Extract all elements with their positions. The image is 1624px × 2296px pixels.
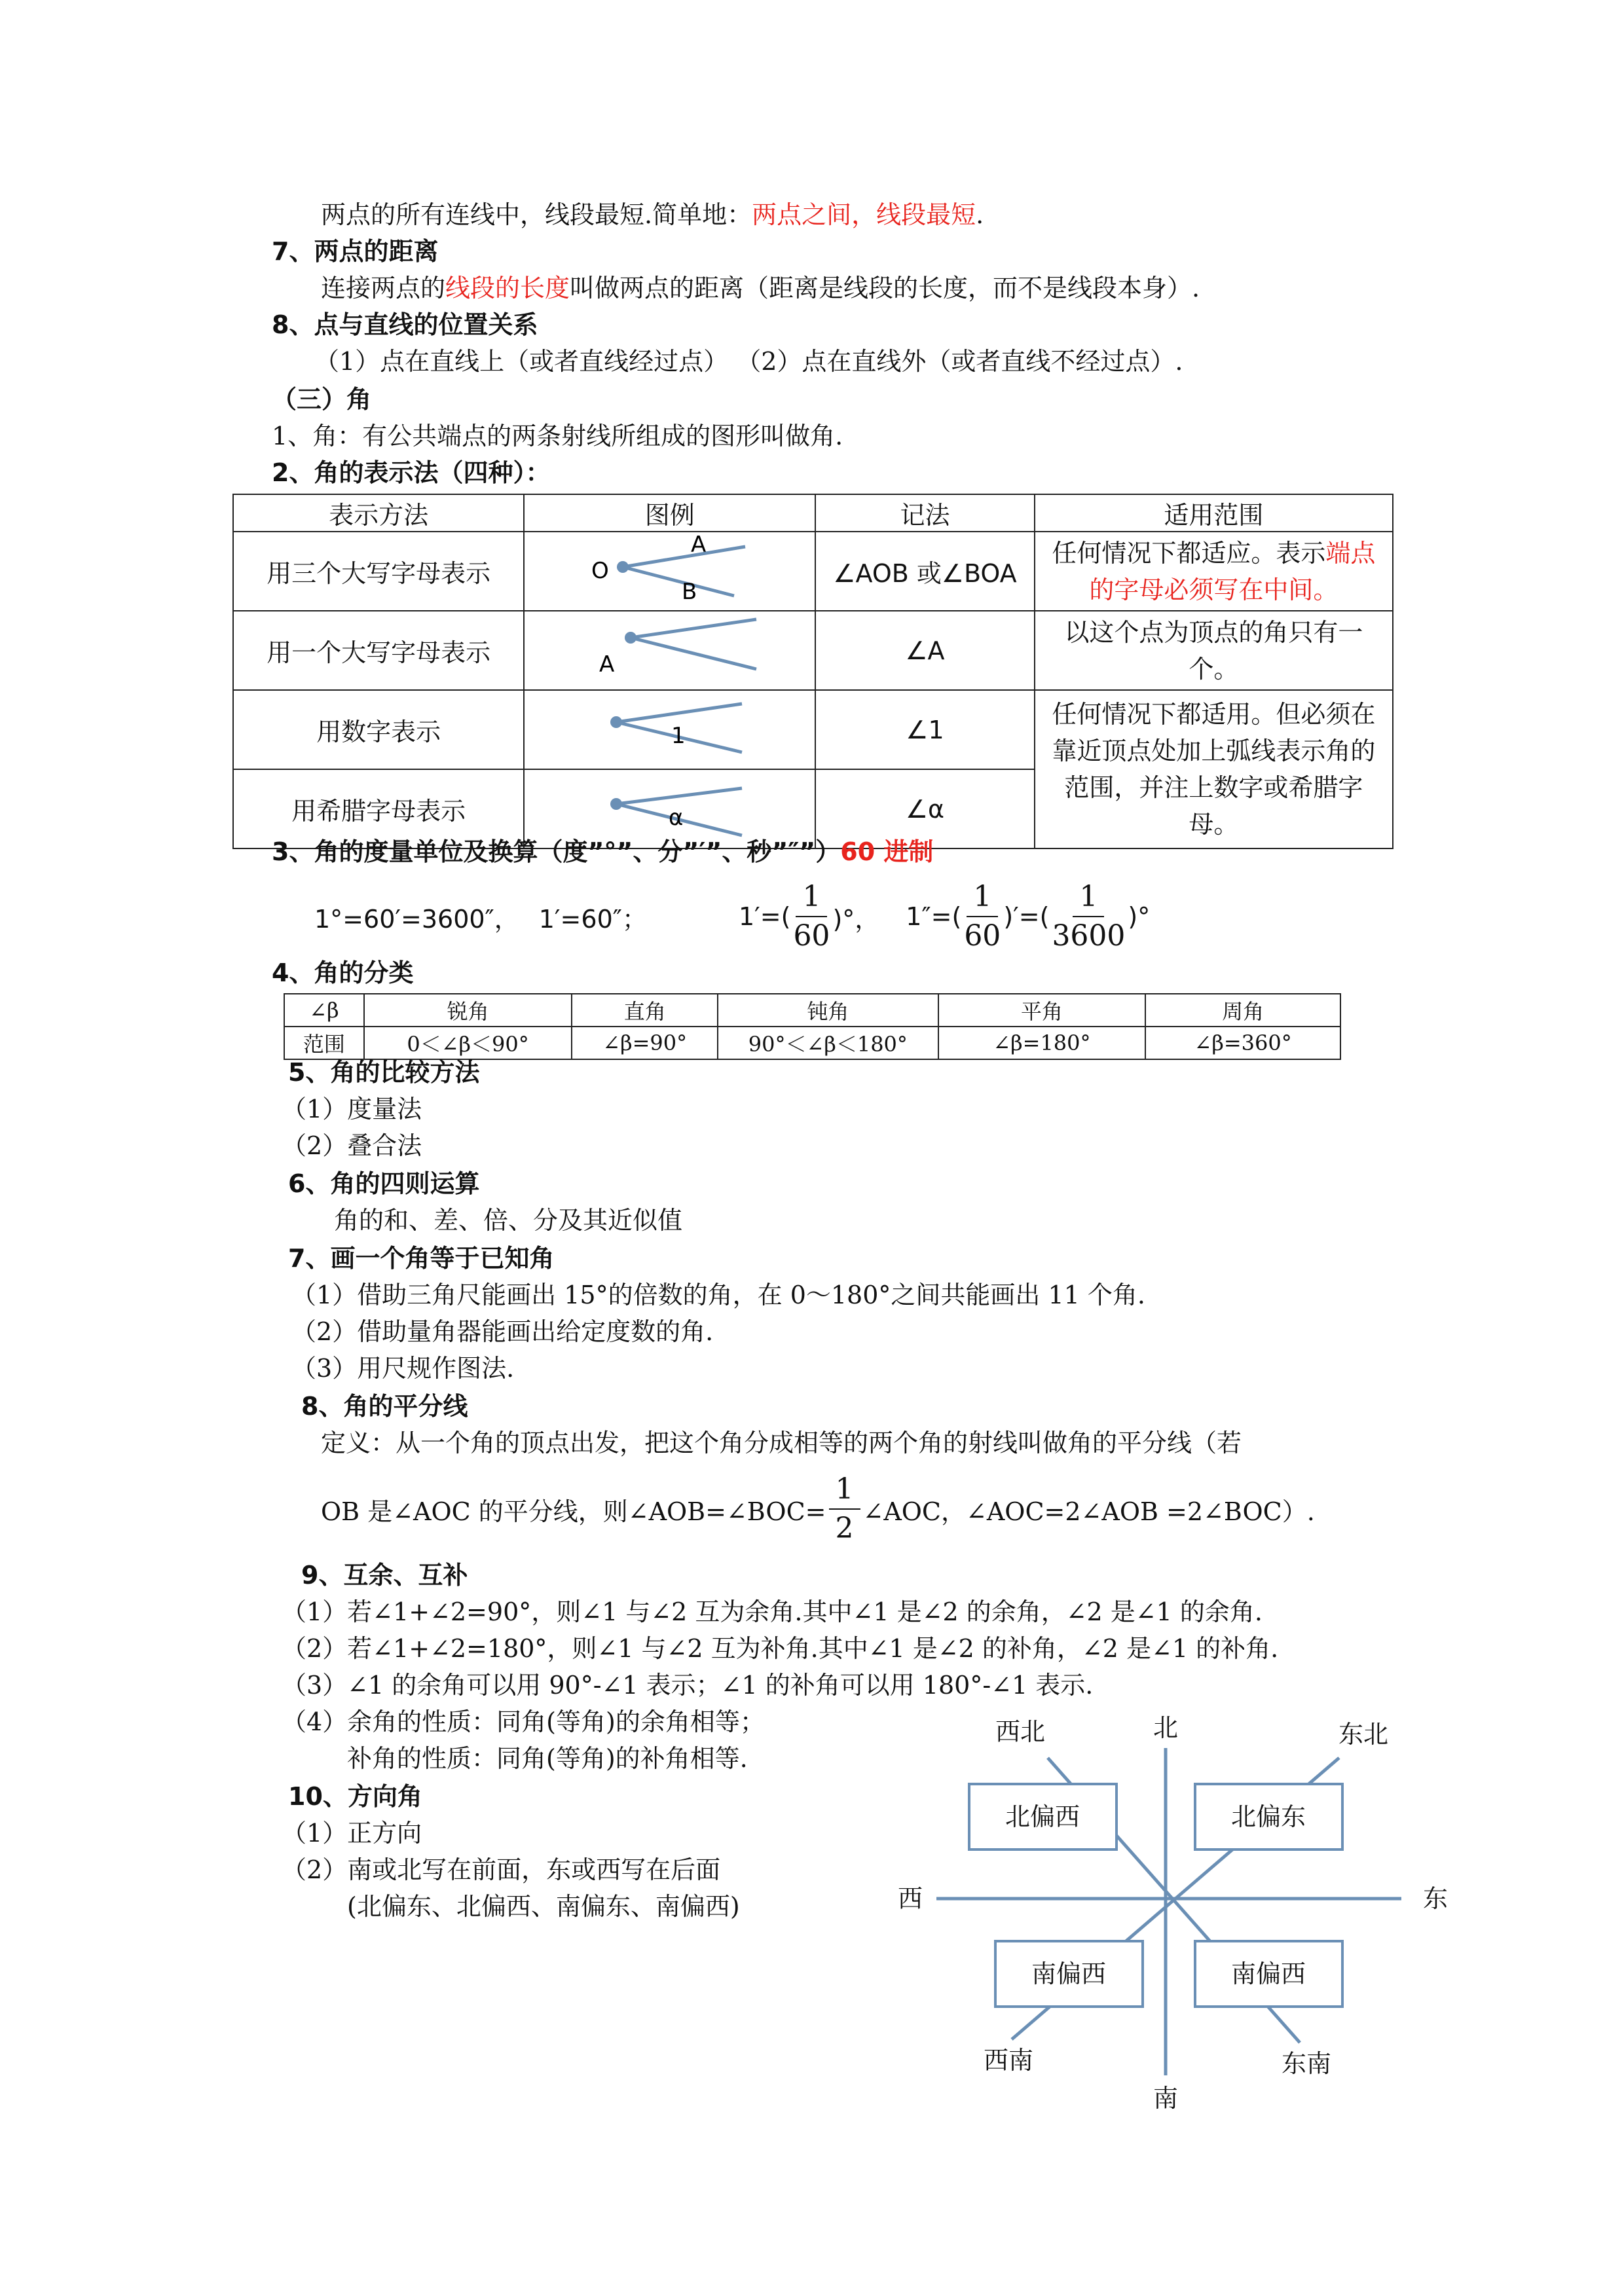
class-range-round: ∠β=360° bbox=[1145, 1027, 1340, 1059]
ray-upper bbox=[616, 788, 742, 804]
label-west: 西 bbox=[897, 1884, 923, 1913]
compass-diagram bbox=[871, 1689, 1473, 2121]
vertex-dot bbox=[610, 716, 622, 728]
row2-scope bbox=[1035, 611, 1393, 690]
vertex-dot bbox=[617, 561, 629, 573]
complement-item-3: （3）∠1 的余角可以用 90°-∠1 表示；∠1 的补角可以用 180°-∠1 表示. bbox=[282, 1671, 1094, 1700]
class-header-symbol: ∠β bbox=[284, 994, 364, 1027]
row1-scope bbox=[1035, 532, 1393, 611]
header-figure: 图例 bbox=[524, 494, 815, 532]
units-title: 3、角的度量单位及换算（度”°”、分”′”、秒”″”） bbox=[272, 837, 841, 866]
heading-distance: 7、两点的距离 bbox=[272, 237, 439, 266]
label-northeast: 东北 bbox=[1338, 1720, 1389, 1749]
distance-pre: 连接两点的 bbox=[321, 274, 446, 302]
label-east: 东 bbox=[1422, 1884, 1449, 1913]
comparison-item-2: （2）叠合法 bbox=[282, 1131, 422, 1160]
class-range-obtuse: 90°＜∠β＜180° bbox=[718, 1027, 938, 1059]
formula-degree: 1°=60′=3600″， bbox=[314, 904, 519, 934]
label-o: O bbox=[591, 558, 609, 584]
fraction-numerator: 1 bbox=[829, 1470, 860, 1510]
header-method: 表示方法 bbox=[233, 494, 524, 532]
class-header-straight: 平角 bbox=[938, 994, 1146, 1027]
section-angle-title: （三）角 bbox=[272, 385, 372, 414]
fraction-numerator: 1 bbox=[1073, 878, 1104, 917]
header-scope: 适用范围 bbox=[1035, 494, 1393, 532]
merged-scope-text: 任何情况下都适用。但必须在靠近顶点处加上弧线表示角的范围，并注上数字或希腊字母。 bbox=[1052, 700, 1376, 839]
class-header-obtuse: 钝角 bbox=[718, 994, 938, 1027]
box-ne-label: 北偏东 bbox=[1230, 1802, 1306, 1831]
header-notation: 记法 bbox=[815, 494, 1035, 532]
draw-item-3: （3）用尺规作图法. bbox=[291, 1354, 515, 1383]
label-southeast: 东南 bbox=[1281, 2049, 1332, 2078]
label-north: 北 bbox=[1153, 1713, 1179, 1742]
row3-notation: ∠1 bbox=[815, 690, 1035, 769]
row4-method: 用希腊字母表示 bbox=[233, 769, 524, 848]
heading-units bbox=[272, 835, 933, 869]
label-1: 1 bbox=[671, 723, 686, 749]
draw-item-2: （2）借助量角器能画出给定度数的角. bbox=[291, 1317, 714, 1346]
angle-definition: 1、角：有公共端点的两条射线所组成的图形叫做角. bbox=[272, 422, 843, 450]
bisector-line-1: 定义：从一个角的顶点出发，把这个角分成相等的两个角的射线叫做角的平分线（若 bbox=[321, 1429, 1242, 1457]
fraction-numerator: 1 bbox=[796, 878, 827, 917]
fraction-denominator: 3600 bbox=[1052, 919, 1126, 953]
fraction-1-3600 bbox=[1052, 878, 1125, 955]
comparison-item-1: （1）度量法 bbox=[282, 1095, 422, 1123]
heading-complement: 9、互余、互补 bbox=[301, 1561, 468, 1590]
label-alpha: α bbox=[668, 805, 684, 831]
operations-body: 角的和、差、倍、分及其近似值 bbox=[334, 1206, 683, 1235]
class-range-acute: 0＜∠β＜90° bbox=[364, 1027, 572, 1059]
fraction-numerator: 1 bbox=[967, 878, 998, 917]
row1-scope-highlight: 端点的字母必须写在中间。 bbox=[1089, 538, 1376, 604]
row1-notation: ∠AOB 或∠BOA bbox=[815, 532, 1035, 611]
box-nw-label: 北偏西 bbox=[1005, 1802, 1080, 1831]
class-header-right: 直角 bbox=[572, 994, 718, 1027]
direction-item-3: (北偏东、北偏西、南偏东、南偏西) bbox=[347, 1892, 740, 1921]
label-southwest: 西南 bbox=[983, 2046, 1034, 2075]
row2-scope-text: 以这个点为顶点的角只有一个。 bbox=[1064, 617, 1363, 683]
heading-comparison: 5、角的比较方法 bbox=[288, 1058, 480, 1087]
complement-item-4b: 补角的性质：同角(等角)的补角相等. bbox=[347, 1744, 748, 1773]
direction-item-2: （2）南或北写在前面，东或西写在后面 bbox=[282, 1855, 721, 1884]
formula-minute: 1′=60″； bbox=[538, 904, 647, 934]
intro-end: . bbox=[976, 200, 984, 229]
row3-method: 用数字表示 bbox=[233, 690, 524, 769]
fraction-denominator: 60 bbox=[793, 919, 830, 953]
units-highlight: 60 进制 bbox=[840, 837, 934, 866]
angle-a-diagram bbox=[526, 611, 814, 683]
draw-item-1: （1）借助三角尺能画出 15°的倍数的角，在 0～180°之间共能画出 11 个角. bbox=[291, 1281, 1145, 1309]
label-northwest: 西北 bbox=[995, 1717, 1046, 1746]
ray-upper bbox=[616, 704, 742, 722]
heading-point-line: 8、点与直线的位置关系 bbox=[272, 310, 538, 339]
ray-lower bbox=[631, 638, 756, 669]
fraction-half bbox=[829, 1470, 860, 1548]
intro-highlight: 两点之间，线段最短 bbox=[752, 200, 976, 229]
angle-aob-diagram bbox=[526, 532, 814, 604]
heading-angle-notation: 2、角的表示法（四种）： bbox=[272, 458, 551, 487]
formula-second-post: )° bbox=[1128, 902, 1151, 931]
box-se-label: 南偏西 bbox=[1230, 1959, 1306, 1988]
angle-1-diagram bbox=[526, 691, 814, 763]
bisector-line-2 bbox=[321, 1467, 1315, 1552]
row1-figure bbox=[524, 532, 815, 611]
angle-alpha-diagram bbox=[526, 770, 814, 842]
formula-minute-deg-pre: 1′=( bbox=[738, 902, 791, 931]
heading-draw-angle: 7、画一个角等于已知角 bbox=[288, 1244, 555, 1273]
heading-operations: 6、角的四则运算 bbox=[288, 1169, 480, 1198]
complement-item-1: （1）若∠1+∠2=90°，则∠1 与∠2 互为余角.其中∠1 是∠2 的余角，∠2 是∠1 的余角. bbox=[282, 1597, 1263, 1626]
label-a: A bbox=[599, 651, 614, 678]
direction-item-1: （1）正方向 bbox=[282, 1819, 422, 1848]
complement-item-2: （2）若∠1+∠2=180°，则∠1 与∠2 互为补角.其中∠1 是∠2 的补角，∠2 是∠1 的补角. bbox=[282, 1634, 1279, 1663]
ray-oa bbox=[623, 547, 745, 567]
row2-notation: ∠A bbox=[815, 611, 1035, 690]
heading-direction: 10、方向角 bbox=[288, 1782, 422, 1811]
row1-scope-text: 任何情况下都适应。表示 bbox=[1052, 538, 1326, 568]
box-sw-label: 南偏西 bbox=[1031, 1959, 1107, 1988]
bisector-formula-post: ∠AOC，∠AOC=2∠AOB =2∠BOC）. bbox=[862, 1497, 1315, 1526]
class-header-round: 周角 bbox=[1145, 994, 1340, 1027]
distance-definition bbox=[321, 271, 1200, 305]
class-header-acute: 锐角 bbox=[364, 994, 572, 1027]
fraction-denominator: 2 bbox=[835, 1512, 854, 1545]
bisector-formula-pre: OB 是∠AOC 的平分线，则∠AOB=∠BOC= bbox=[321, 1497, 826, 1526]
row2-method: 用一个大写字母表示 bbox=[233, 611, 524, 690]
row2-figure bbox=[524, 611, 815, 690]
heading-bisector: 8、角的平分线 bbox=[301, 1392, 468, 1421]
merged-scope bbox=[1035, 690, 1393, 848]
angle-notation-table bbox=[232, 494, 1393, 849]
formula-minute-deg-post: )°， bbox=[832, 904, 880, 934]
fraction-1-60-b bbox=[964, 878, 1001, 955]
heading-classification: 4、角的分类 bbox=[272, 958, 414, 987]
formula-second-pre: 1″=( bbox=[906, 902, 962, 931]
label-south: 南 bbox=[1153, 2084, 1179, 2113]
row3-figure bbox=[524, 690, 815, 769]
class-range-label: 范围 bbox=[284, 1027, 364, 1059]
ray-upper bbox=[631, 619, 756, 638]
vertex-dot bbox=[610, 798, 622, 810]
complement-item-4a: （4）余角的性质：同角(等角)的余角相等； bbox=[282, 1707, 765, 1736]
label-b: B bbox=[681, 579, 697, 604]
row1-method: 用三个大写字母表示 bbox=[233, 532, 524, 611]
point-line-body: （1）点在直线上（或者直线经过点） （2）点在直线外（或者直线不经过点）. bbox=[314, 347, 1183, 376]
intro-line bbox=[321, 198, 984, 232]
class-range-right: ∠β=90° bbox=[572, 1027, 718, 1059]
fraction-denominator: 60 bbox=[964, 919, 1001, 953]
row4-notation: ∠α bbox=[815, 769, 1035, 848]
distance-highlight: 线段的长度 bbox=[445, 274, 570, 302]
angle-classification-table bbox=[284, 993, 1341, 1060]
distance-post: 叫做两点的距离（距离是线段的长度，而不是线段本身）. bbox=[570, 274, 1200, 302]
formula-second-mid: )′=( bbox=[1003, 902, 1050, 931]
intro-text: 两点的所有连线中，线段最短.简单地： bbox=[321, 200, 752, 229]
vertex-dot bbox=[625, 632, 637, 644]
fraction-1-60 bbox=[793, 878, 830, 955]
unit-formulas bbox=[314, 874, 1150, 959]
label-a: A bbox=[690, 532, 706, 558]
class-range-straight: ∠β=180° bbox=[938, 1027, 1146, 1059]
ray-ob bbox=[623, 567, 734, 596]
